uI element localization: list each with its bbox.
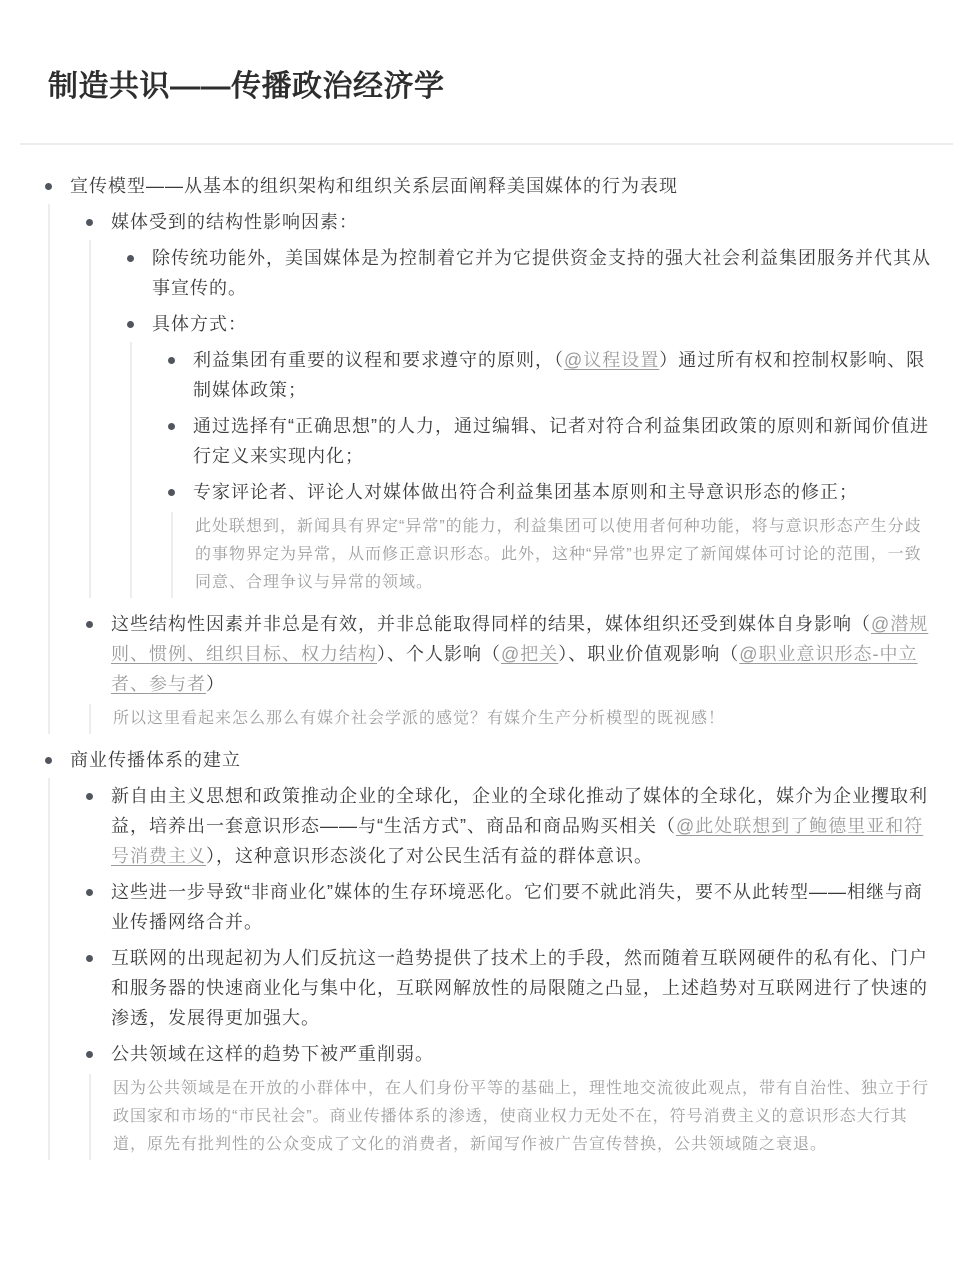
outline-row bbox=[163, 474, 935, 510]
item-text: 宣传模型——从基本的组织架构和组织关系层面阐释美国媒体的行为表现 bbox=[70, 176, 678, 196]
bullet-dot-icon[interactable] bbox=[86, 219, 93, 226]
bullet-dot-icon[interactable] bbox=[168, 357, 175, 364]
outline-root bbox=[20, 168, 953, 1160]
outline-item bbox=[81, 606, 935, 734]
item-text: 媒体受到的结构性影响因素： bbox=[111, 212, 358, 232]
outline-item bbox=[163, 474, 935, 598]
item-text: 通过选择有“正确思想”的人力，通过编辑、记者对符合利益集团政策的原则和新闻价值进行定义来实现内化； bbox=[193, 416, 929, 466]
item-text: 专家评论者、评论人对媒体做出符合利益集团基本原则和主导意识形态的修正； bbox=[193, 482, 858, 502]
topic-link[interactable]: @此处联想到了鲍德里亚和符号消费主义 bbox=[111, 816, 924, 866]
outline-item bbox=[40, 742, 935, 1160]
outline-row bbox=[81, 204, 935, 240]
outline-children bbox=[89, 240, 935, 598]
item-note: 因为公共领域是在开放的小群体中，在人们身份平等的基础上，理性地交流彼此观点，带有自治性、独立于行政国家和市场的“市民社会”。商业传播体系的渗透，使商业权力无处不在，符号消费主义的意识形态大行其道，原先有批判性的公众变成了文化的消费者，新闻写作被广告宣传替换，公共领域随之衰退。 bbox=[89, 1074, 935, 1160]
outline-item bbox=[122, 306, 935, 598]
outline-item bbox=[81, 1036, 935, 1160]
outline-item bbox=[81, 874, 935, 940]
outline-item bbox=[40, 168, 935, 734]
item-note: 所以这里看起来怎么那么有媒介社会学派的感觉？有媒介生产分析模型的既视感！ bbox=[89, 704, 935, 734]
outline-children bbox=[130, 342, 935, 598]
topic-link[interactable]: @潜规则、惯例、组织目标、权力结构 bbox=[111, 614, 929, 664]
item-text: 除传统功能外，美国媒体是为控制着它并为它提供资金支持的强大社会利益集团服务并代其从事宣传的。 bbox=[152, 248, 931, 298]
outline-row bbox=[40, 742, 935, 778]
outline-row bbox=[81, 1036, 935, 1072]
item-text: 这些结构性因素并非总是有效，并非总能取得同样的结果，媒体组织还受到媒体自身影响（@潜规则、惯例、组织目标、权力结构）、个人影响（@把关）、职业价值观影响（@职业意识形态-中立者、参与者） bbox=[111, 614, 929, 694]
outline-children bbox=[48, 204, 935, 734]
outline-row bbox=[122, 306, 935, 342]
outline-item bbox=[163, 408, 935, 474]
bullet-dot-icon[interactable] bbox=[45, 757, 52, 764]
outline-item bbox=[81, 940, 935, 1036]
item-text: 商业传播体系的建立 bbox=[70, 750, 241, 770]
outline-item bbox=[81, 204, 935, 598]
title-divider bbox=[20, 143, 953, 145]
outline-row bbox=[81, 778, 935, 874]
item-text: 这些进一步导致“非商业化”媒体的生存环境恶化。它们要不就此消失，要不从此转型——相继与商业传播网络合并。 bbox=[111, 882, 923, 932]
outline-row bbox=[122, 240, 935, 306]
item-text: 具体方式： bbox=[152, 314, 247, 334]
bullet-dot-icon[interactable] bbox=[168, 489, 175, 496]
outline-item bbox=[81, 778, 935, 874]
outline-children bbox=[48, 778, 935, 1160]
outline-item bbox=[163, 342, 935, 408]
page-title: 制造共识——传播政治经济学 bbox=[48, 70, 445, 103]
item-text: 公共领域在这样的趋势下被严重削弱。 bbox=[111, 1044, 434, 1064]
item-text: 互联网的出现起初为人们反抗这一趋势提供了技术上的手段，然而随着互联网硬件的私有化、门户和服务器的快速商业化与集中化，互联网解放性的局限随之凸显，上述趋势对互联网进行了快速的渗透，发展得更加强大。 bbox=[111, 948, 928, 1028]
bullet-dot-icon[interactable] bbox=[127, 255, 134, 262]
outline-row bbox=[163, 342, 935, 408]
bullet-dot-icon[interactable] bbox=[86, 889, 93, 896]
outline-row bbox=[163, 408, 935, 474]
bullet-dot-icon[interactable] bbox=[168, 423, 175, 430]
bullet-dot-icon[interactable] bbox=[45, 183, 52, 190]
topic-link[interactable]: @职业意识形态-中立者、参与者 bbox=[111, 644, 918, 694]
item-text: 利益集团有重要的议程和要求遵守的原则，（@议程设置）通过所有权和控制权影响、限制媒体政策； bbox=[193, 350, 926, 400]
item-note: 此处联想到，新闻具有界定“异常”的能力，利益集团可以使用者何种功能，将与意识形态产生分歧的事物界定为异常，从而修正意识形态。此外，这种“异常”也界定了新闻媒体可讨论的范围，一致同意、合理争议与异常的领域。 bbox=[171, 512, 935, 598]
bullet-dot-icon[interactable] bbox=[127, 321, 134, 328]
bullet-dot-icon[interactable] bbox=[86, 793, 93, 800]
bullet-dot-icon[interactable] bbox=[86, 621, 93, 628]
outline-row bbox=[40, 168, 935, 204]
item-text: 新自由主义思想和政策推动企业的全球化，企业的全球化推动了媒体的全球化，媒介为企业攫取利益，培养出一套意识形态——与“生活方式”、商品和商品购买相关（@此处联想到了鲍德里亚和符号消费主义），这种意识形态淡化了对公民生活有益的群体意识。 bbox=[111, 786, 928, 866]
outline-item bbox=[122, 240, 935, 306]
outline-row bbox=[81, 606, 935, 702]
topic-link[interactable]: @议程设置 bbox=[564, 350, 660, 370]
topic-link[interactable]: @把关 bbox=[501, 644, 559, 664]
bullet-dot-icon[interactable] bbox=[86, 1051, 93, 1058]
outline-row bbox=[81, 940, 935, 1036]
bullet-dot-icon[interactable] bbox=[86, 955, 93, 962]
outline-row bbox=[81, 874, 935, 940]
